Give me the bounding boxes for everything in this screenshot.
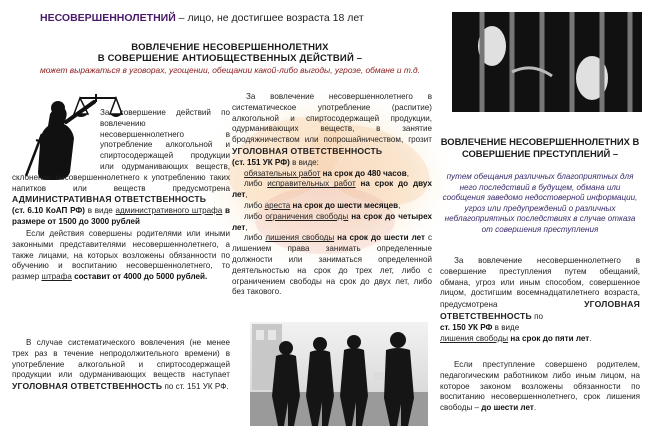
header-term: НЕСОВЕРШЕННОЛЕТНИЙ <box>40 12 176 24</box>
col3-title: ВОВЛЕЧЕНИЕ НЕСОВЕРШЕННОЛЕТНИХ В СОВЕРШЕНИЕ ПРЕСТУПЛЕНИЙ – <box>440 136 640 159</box>
uk-151-article: (ст. 151 УК РФ) <box>232 157 290 167</box>
col1-paragraph1: За совершение действий по вовлечению несовершеннолетнего в употребление алкогольной и спиртосодержащей продукции или одурманивающих веществ, склонение несовершеннолетнего к употреблению таких напитков или веществ предусмотрена АДМИНИСТРАТИВНАЯ ОТВЕТСТВЕННОСТЬ (ст. 6.10 КоАП РФ) в виде административного штрафа в размере от 1500 до 3000 рублей <box>12 108 230 226</box>
col3-paragraph1: За вовлечение несовершеннолетнего в совершение преступления путем обещаний, обмана, угроз или иным способом, совершенное лицом, достигшим восемнадцатилетнего возраста, предусмотрена УГОЛОВНАЯ ОТВЕТСТВЕННОСТЬ по ст. 150 УК РФ в виде лишения свободы на срок до пяти лет. <box>440 256 640 343</box>
col3-italic: путем обещания различных благоприятных для него последствий в будущем, обмана или сообщения заведомо недостоверной информации, угроз или предупреждений о различных неблагоприятных последствиях в случае отказа от совершения преступления <box>442 172 638 234</box>
col1-paragraph3: В случае систематического вовлечения (не менее трех раз в течение непродолжительного времени) в употребление алкогольной и спиртосодержащей продукции или одурманивающих веществ наступает УГОЛОВНАЯ ОТВЕТСТВЕННОСТЬ по ст. 151 УК РФ. <box>12 338 230 392</box>
lead-title-line1: ВОВЛЕЧЕНИЕ НЕСОВЕРШЕННОЛЕТНИХ <box>131 42 329 53</box>
hands-behind-bars-photo <box>452 12 642 112</box>
criminal-responsibility-col1: УГОЛОВНАЯ ОТВЕТСТВЕННОСТЬ <box>12 381 163 392</box>
lead-block <box>30 42 430 75</box>
lead-subtitle: может выражаться в уговорах, угощении, обещании какой-либо выгоды, угрозе, обмане и т.д. <box>39 65 421 75</box>
page-header <box>40 12 420 24</box>
silhouettes-photo <box>250 322 428 426</box>
col2-text: За вовлечение несовершеннолетнего в систематическое употребление (распитие) алкогольной и спиртосодержащей продукции, одурманивающих веществ, в занятие бродяжничеством или попрошайничеством, грозит УГОЛОВНАЯ ОТВЕТСТВЕННОСТЬ (ст. 151 УК РФ) в виде: обязательных работ на срок до 480 часов, либо исправительных работ на срок до двух лет, либо ареста на срок до шести месяцев, либо ограничения свободы на срок до четырех лет, либо лишения свободы на срок до шести лет с лишением права занимать определенные должности или заниматься определенной деятельностью на срок до трех лет, либо с ограничением свободы на срок до двух лет, либо без такового. <box>232 92 432 297</box>
criminal-responsibility-col2: УГОЛОВНАЯ ОТВЕТСТВЕННОСТЬ <box>232 145 383 156</box>
criminal-responsibility-col3: УГОЛОВНАЯ ОТВЕТСТВЕННОСТЬ <box>440 299 640 321</box>
uk-150-article: ст. 150 УК РФ <box>440 322 493 332</box>
koap-article: (ст. 6.10 КоАП РФ) <box>12 206 85 216</box>
header-definition: – лицо, не достигшее возраста 18 лет <box>175 12 364 24</box>
admin-responsibility: АДМИНИСТРАТИВНАЯ ОТВЕТСТВЕННОСТЬ <box>12 194 207 205</box>
col1-paragraph2: Если действия совершены родителями или иными законными представителями несовершеннолетнего, а также лицами, на которых возложены обязанности по обучению и воспитанию несовершеннолетнего, то размер штрафа составит от 4000 до 5000 рублей. <box>12 229 230 282</box>
admin-fine-link: административного штрафа <box>115 206 223 216</box>
col3-paragraph2: Если преступление совершено родителем, педагогическим работником либо иным лицом, на которое законом возложены обязанности по воспитанию несовершеннолетнего, срок лишения свободы – до шести лет. <box>440 360 640 413</box>
lead-title-line2: В СОВЕРШЕНИЕ АНТИОБЩЕСТВЕННЫХ ДЕЙСТВИЙ – <box>97 53 363 64</box>
